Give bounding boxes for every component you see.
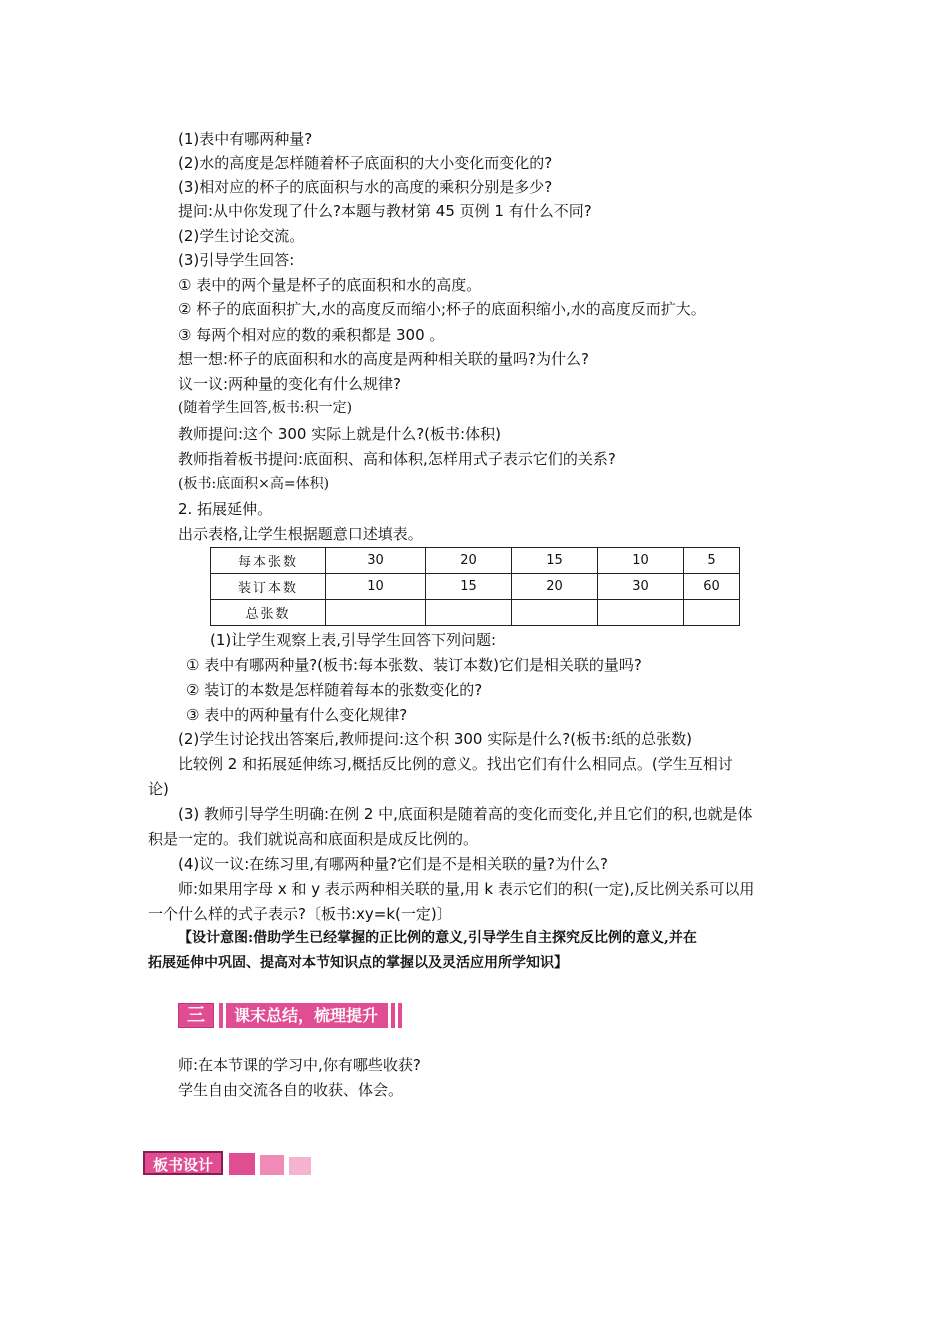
decor-square [260,1155,284,1175]
banner-stripe [398,1003,402,1028]
table-cell: 15 [512,548,598,574]
clarify-line-1: (3) 教师引导学生明确:在例 2 中,底面积是随着高的变化而变化,并且它们的积,也就是体 [178,805,753,823]
fill-in-table [210,547,740,626]
table-instruction: 出示表格,让学生根据题意口述填表。 [178,525,423,543]
design-intent-1: 【设计意图:借助学生已经掌握的正比例的意义,引导学生自主探究反比例的意义,并在 [178,930,697,946]
compare-line-2: 论) [148,780,169,798]
table-question-3: ③ 表中的两种量有什么变化规律? [186,706,408,724]
table-cell [598,600,684,626]
table-row [211,574,740,600]
table-cell [684,600,740,626]
discuss-question: 议一议:两种量的变化有什么规律? [178,375,402,393]
formula-line-1: 师:如果用字母 x 和 y 表示两种相关联的量,用 k 表示它们的积(一定),反比例关系可以用 [178,880,755,898]
table-row [211,600,740,626]
answer-2: ② 杯子的底面积扩大,水的高度反而缩小;杯子的底面积缩小,水的高度反而扩大。 [178,300,706,318]
question-3: (3)相对应的杯子的底面积与水的高度的乘积分别是多少? [178,178,553,196]
question-2: (2)水的高度是怎样随着杯子底面积的大小变化而变化的? [178,154,553,172]
row-label: 总张数 [211,600,326,626]
step-2-discussion: (2)学生讨论交流。 [178,227,305,245]
exercise-question: (4)议一议:在练习里,有哪两种量?它们是不是相关联的量?为什么? [178,855,608,873]
teacher-question-1: 教师提问:这个 300 实际上就是什么?(板书:体积) [178,425,501,443]
answer-1: ① 表中的两个量是杯子的底面积和水的高度。 [178,276,482,294]
board-design-label: 板书设计 [143,1151,223,1175]
table-cell: 20 [512,574,598,600]
board-note-1: (随着学生回答,板书:积一定) [178,400,353,416]
section-title: 课末总结，梳理提升 [226,1003,388,1028]
table-question-1: ① 表中有哪两种量?(板书:每本张数、装订本数)它们是相关联的量吗? [186,656,642,674]
prompt-line: 提问:从中你发现了什么?本题与教材第 45 页例 1 有什么不同? [178,202,592,220]
board-note-2: (板书:底面积×高=体积) [178,476,330,492]
board-design-banner [143,1151,311,1175]
banner-stripe [219,1003,223,1028]
table-cell [426,600,512,626]
table-cell: 10 [326,574,426,600]
formula-line-2: 一个什么样的式子表示?〔板书:xy=k(一定)〕 [148,905,452,923]
compare-line-1: 比较例 2 和拓展延伸练习,概括反比例的意义。找出它们有什么相同点。(学生互相讨 [178,755,733,773]
design-intent-2: 拓展延伸中巩固、提高对本节知识点的掌握以及灵活应用所学知识】 [148,955,568,971]
banner-stripe [391,1003,395,1028]
summary-answer: 学生自由交流各自的收获、体会。 [178,1081,404,1099]
section-2-heading: 2. 拓展延伸。 [178,500,273,518]
table-question-2: ② 装订的本数是怎样随着每本的张数变化的? [186,681,483,699]
step-3-guide: (3)引导学生回答: [178,251,295,269]
think-question: 想一想:杯子的底面积和水的高度是两种相关联的量吗?为什么? [178,350,589,368]
row-label: 每本张数 [211,548,326,574]
table-cell: 20 [426,548,512,574]
teacher-question-3: (2)学生讨论找出答案后,教师提问:这个积 300 实际是什么?(板书:纸的总张数) [178,730,692,748]
question-1: (1)表中有哪两种量? [178,130,313,148]
row-label: 装订本数 [211,574,326,600]
section-number: 三 [178,1003,214,1028]
table-row [211,548,740,574]
table-cell: 5 [684,548,740,574]
answer-3: ③ 每两个相对应的数的乘积都是 300 。 [178,326,445,344]
teacher-question-2: 教师指着板书提问:底面积、高和体积,怎样用式子表示它们的关系? [178,450,616,468]
table-question-intro: (1)让学生观察上表,引导学生回答下列问题: [210,631,497,649]
table-cell [512,600,598,626]
table-cell [326,600,426,626]
table-cell: 10 [598,548,684,574]
clarify-line-2: 积是一定的。我们就说高和底面积是成反比例的。 [148,830,479,848]
section-3-banner [178,1003,402,1028]
table-cell: 15 [426,574,512,600]
decor-square [289,1157,311,1175]
summary-question: 师:在本节课的学习中,你有哪些收获? [178,1056,421,1074]
table-cell: 30 [598,574,684,600]
table-cell: 30 [326,548,426,574]
decor-square [229,1153,255,1175]
table-cell: 60 [684,574,740,600]
